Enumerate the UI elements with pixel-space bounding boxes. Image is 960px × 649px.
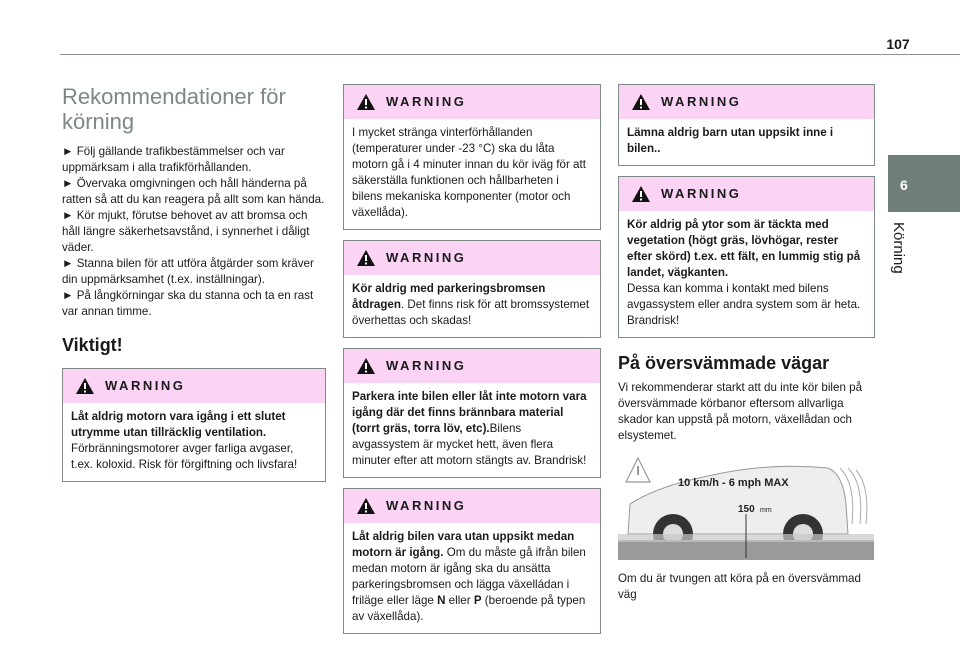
warning-icon bbox=[356, 249, 376, 267]
important-heading: Viktigt! bbox=[62, 335, 123, 355]
warning-box: WARNING Kör aldrig på ytor som är täckta med vegetation (högt gräs, lövhögar, rester efter skörd) t.ex. ett fält, en lummig stig på landet, vägkanten. Dessa kan komma i kontakt med bilens avgassystem eller andra system som är heta. Brandrisk! bbox=[618, 176, 875, 338]
column-1 bbox=[62, 84, 326, 492]
flooded-roads-paragraph: Vi rekommenderar starkt att du inte kör bilen på översvämmade körbanor eftersom allvarliga skador kan uppstå på motorn, växellådan och elsystemet. bbox=[618, 381, 863, 442]
section-title: Rekommendationer för körning bbox=[62, 84, 286, 134]
warning-icon bbox=[356, 93, 376, 111]
warning-box: WARNING Låt aldrig bilen vara utan uppsikt medan motorn är igång. Om du måste gå ifrån bilen medan motorn är igång ska du ansätta parkeringsbromsen och lägga växelládan i friläge eller läge N eller P (beroende på typen av växellåda). bbox=[343, 488, 601, 634]
warning-box: WARNING Lämna aldrig barn utan uppsikt inne i bilen.. bbox=[618, 84, 875, 166]
flooded-roads-heading: På översvämmade vägar bbox=[618, 353, 830, 373]
column-3 bbox=[618, 84, 875, 603]
warning-icon bbox=[631, 93, 651, 111]
depth-label: 150 bbox=[738, 504, 755, 515]
bullet: ► Kör mjukt, förutse behovet av att bromsa och håll längre säkerhetsavstånd, i synnerhet i dåligt väder. bbox=[62, 208, 326, 256]
column-2 bbox=[343, 84, 601, 644]
warning-box: WARNING I mycket stränga vinterförhållanden (temperaturer under -23 °C) ska du låta motorn gå i 4 minuter innan du kör iväg för att säkerställa funktionen och hållbarheten i bilens mekaniska komponenter (motor och växellåda). bbox=[343, 84, 601, 230]
warning-box: WARNING Parkera inte bilen eller låt inte motorn vara igång där det finns brännbara material (torrt gräs, torra löv, etc).Bilens avgassystem är mycket hett, även flera minuter efter att motorn stängts av. Brandrisk! bbox=[343, 348, 601, 478]
warning-icon bbox=[356, 357, 376, 375]
warning-icon bbox=[631, 185, 651, 203]
warning-box: WARNING Låt aldrig motorn vara igång i ett slutet utrymme utan tillräcklig ventilation. Förbränningsmotorer avger farliga avgaser, t.ex. koloxid. Risk för förgiftning och livsfara! bbox=[62, 368, 326, 482]
warning-icon bbox=[356, 497, 376, 515]
speed-label: 10 km/h - 6 mph MAX bbox=[678, 477, 789, 489]
flooded-car-illustration bbox=[618, 454, 874, 560]
page-number: 107 bbox=[886, 36, 910, 52]
bullet: ► Följ gällande trafikbestämmelser och var uppmärksam i alla trafikförhållanden. bbox=[62, 144, 326, 176]
header-rule bbox=[60, 54, 960, 55]
bullet: ► På långkörningar ska du stanna och ta en rast var annan timme. bbox=[62, 288, 326, 320]
bullet: ► Stanna bilen för att utföra åtgärder som kräver din uppmärksamhet (t.ex. inställningar). bbox=[62, 256, 326, 288]
warning-box: WARNING Kör aldrig med parkeringsbromsen åtdragen. Det finns risk för att bromssystemet överhettas och skadas! bbox=[343, 240, 601, 338]
figure-caption: Om du är tvungen att köra på en översvämmad väg bbox=[618, 572, 861, 601]
warning-icon bbox=[75, 377, 95, 395]
chapter-label: Körning bbox=[890, 222, 907, 274]
bullet: ► Övervaka omgivningen och håll händerna på ratten så att du kan reagera på allt som kan hända. bbox=[62, 176, 326, 208]
chapter-tab[interactable]: 6 bbox=[888, 155, 960, 212]
depth-unit: mm bbox=[760, 507, 772, 514]
